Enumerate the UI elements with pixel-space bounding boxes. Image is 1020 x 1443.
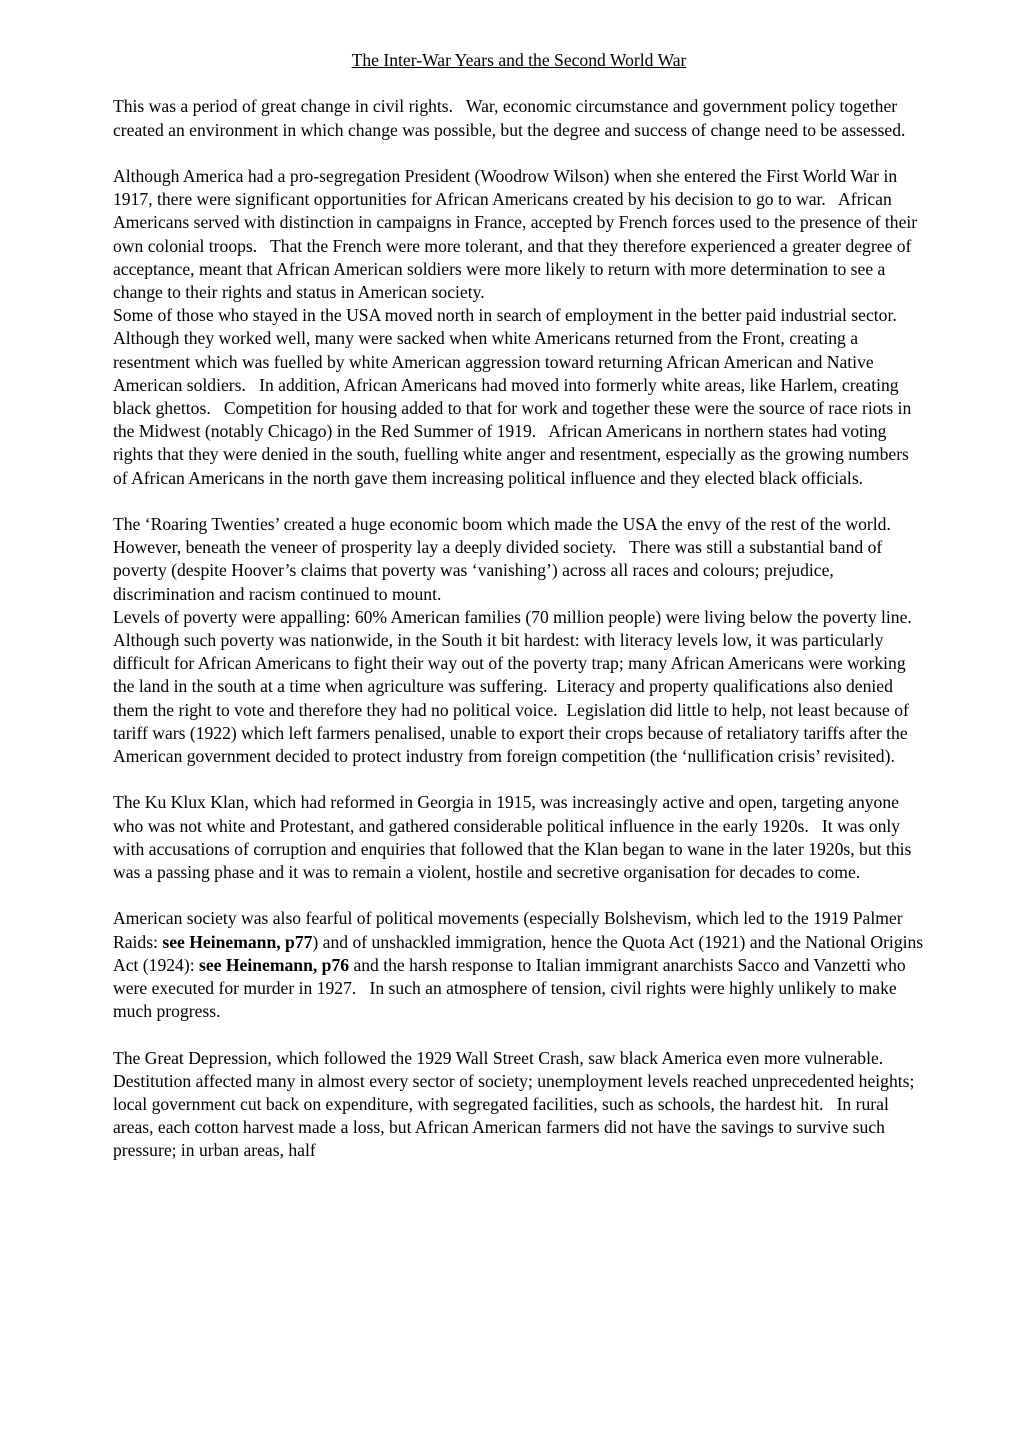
heinemann-p77-reference: see Heinemann, p77: [162, 931, 313, 952]
paragraph-ww1-opportunities: Although America had a pro-segregation President (Woodrow Wilson) when she entered the First World War in 1917, there were significant opportunities for African Americans created by his decision to go to war. African Americans served with distinction in campaigns in France, accepted by French forces used to the presence of their own colonial troops. That the French were more tolerant, and that they therefore experienced a greater degree of acceptance, meant that African American soldiers were more likely to return with more determination to see a change to their rights and status in American society.: [113, 165, 922, 302]
political-fear-text-1: American society was also fearful of political movements (especially Bolshevism, which led to the 1919 Palmer Raids:: [113, 908, 907, 952]
paragraph-great-depression: The Great Depression, which followed the 1929 Wall Street Crash, saw black America even more vulnerable. Destitution affected many in almost every sector of society; unemployment levels reached unprecedented heights; local government cut back on expenditure, with segregated facilities, such as schools, the hardest hit. In rural areas, each cotton harvest made a loss, but African American farmers did not have the savings to survive such pressure; in urban areas, half: [113, 1047, 919, 1161]
paragraph-great-migration: Some of those who stayed in the USA moved north in search of employment in the better paid industrial sector. Although they worked well, many were sacked when white Americans returned from the Front, creating a resentment which was fuelled by white American aggression toward returning African American and Native American soldiers. In addition, African Americans had moved into formerly white areas, like Harlem, creating black ghettos. Competition for housing added to that for work and together these were the source of race riots in the Midwest (notably Chicago) in the Red Summer of 1919. African Americans in northern states had voting rights that they were denied in the south, fuelling white anger and resentment, especially as the growing numbers of African Americans in the north gave them increasing political influence and they elected black officials.: [113, 305, 916, 488]
paragraph-political-fear: [113, 907, 925, 1023]
paragraph-ku-klux-klan: The Ku Klux Klan, which had reformed in Georgia in 1915, was increasingly active and open, targeting anyone who was not white and Protestant, and gathered considerable political influence in the early 1920s. It was only with accusations of corruption and enquiries that followed that the Klan began to wane in the later 1920s, but this was a passing phase and it was to remain a violent, hostile and secretive organisation for decades to come.: [113, 792, 916, 883]
heinemann-p76-reference: see Heinemann, p76: [199, 954, 350, 975]
paragraph-roaring-twenties: The ‘Roaring Twenties’ created a huge economic boom which made the USA the envy of the rest of the world. However, beneath the veneer of prosperity lay a deeply divided society. There was still a substantial band of poverty (despite Hoover’s claims that poverty was ‘vanishing’) across all races and colours; prejudice, discrimination and racism continued to mount.: [113, 514, 905, 604]
document-title: The Inter-War Years and the Second World War: [351, 50, 687, 70]
political-fear-text-3: and the harsh response to Italian immigrant anarchists Sacco and Vanzetti who were executed for murder in 1927. In such an atmosphere of tension, civil rights were highly unlikely to make much progress.: [113, 954, 911, 1022]
political-fear-text-2: ) and of unshackled immigration, hence the Quota Act (1921) and the National Origins Act (1924):: [113, 931, 927, 975]
paragraph-intro: This was a period of great change in civil rights. War, economic circumstance and government policy together created an environment in which change was possible, but the degree and success of change need to be assessed.: [113, 96, 906, 140]
paragraph-poverty-levels: Levels of poverty were appalling: 60% American families (70 million people) were living below the poverty line. Although such poverty was nationwide, in the South it bit hardest: with literacy levels low, it was particularly difficult for African Americans to fight their way out of the poverty trap; many African Americans were working the land in the south at a time when agriculture was suffering. Literacy and property qualifications also denied them the right to vote and therefore they had no political voice. Legislation did little to help, not least because of tariff wars (1922) which left farmers penalised, unable to export their crops because of retaliatory tariffs after the American government decided to protect industry from foreign competition (the ‘nullification crisis’ revisited).: [113, 606, 925, 767]
